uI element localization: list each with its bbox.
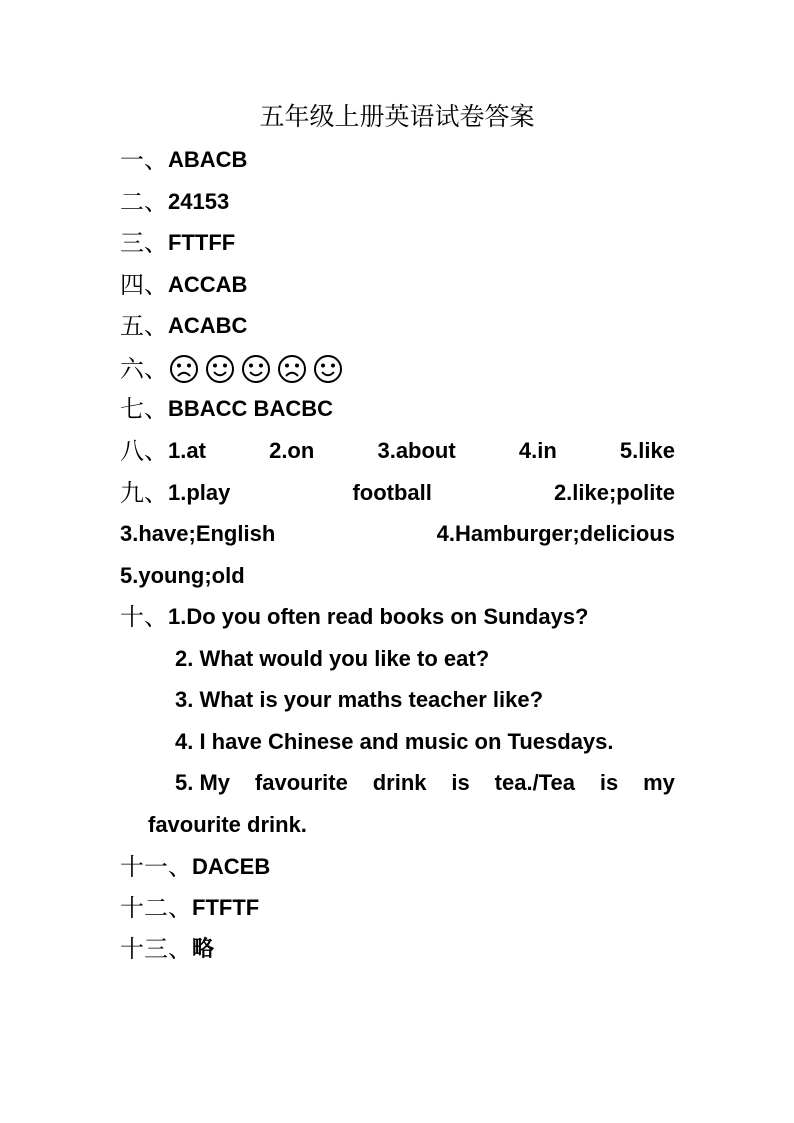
answer-section-9-line-1: [120, 476, 675, 510]
answer-section-10: [120, 600, 589, 634]
smiley-face-icon: [204, 353, 236, 385]
sad-face-icon: [276, 353, 308, 385]
section-number: 十一、: [120, 853, 192, 881]
answer-item: football: [352, 480, 432, 505]
section-answer: ACABC: [168, 313, 248, 338]
sentence-answer: 1.Do you often read books on Sundays?: [168, 604, 589, 629]
section-number: 十三、: [120, 935, 192, 963]
answer-section-4: [120, 268, 247, 302]
word: my: [643, 770, 675, 795]
sentence-answer-5: [175, 766, 675, 800]
answer-section-2: [120, 185, 229, 219]
section-number: 十、: [120, 603, 168, 631]
section-number: 七、: [120, 395, 168, 423]
sentence-answer: 3. What is your maths teacher like?: [175, 687, 544, 712]
word: 5. My: [175, 770, 231, 795]
sentence-answer-continuation: favourite drink.: [148, 812, 307, 837]
answer-item: 5.like: [619, 438, 675, 463]
answer-item: 3.about: [377, 438, 456, 463]
section-answer: 略: [192, 936, 215, 961]
answer-section-11: [120, 850, 270, 884]
answer-section-13: [120, 932, 214, 966]
word: tea./Tea: [494, 770, 575, 795]
word: is: [451, 770, 470, 795]
section-number: 五、: [120, 312, 168, 340]
answer-section-9-line-3: [120, 559, 245, 593]
answer-section-7: [120, 392, 333, 426]
answer-item: 5.young;old: [120, 563, 245, 588]
section-number: 三、: [120, 229, 168, 257]
word: favourite: [254, 770, 348, 795]
answer-item: 2.like;polite: [553, 480, 675, 505]
answer-section-9-line-2: [120, 517, 675, 551]
section-answer: ABACB: [168, 147, 248, 172]
answer-section-6: [120, 352, 344, 386]
answer-item: 1.play: [168, 480, 231, 505]
section-number: 八、: [120, 437, 168, 465]
answer-item: 4.in: [518, 438, 557, 463]
word: drink: [372, 770, 427, 795]
section-answer: FTTFF: [168, 230, 236, 255]
section-answer: DACEB: [192, 854, 271, 879]
sentence-answer: 2. What would you like to eat?: [175, 646, 490, 671]
section-number: 十二、: [120, 894, 192, 922]
section-number: 九、: [120, 479, 168, 507]
answer-section-3: [120, 226, 235, 260]
answer-section-8: [120, 434, 675, 468]
answer-section-12: [120, 891, 259, 925]
answer-item: 2.on: [269, 438, 315, 463]
section-number: 六、: [120, 355, 168, 383]
answer-item: 4.Hamburger;delicious: [436, 521, 675, 546]
section-answer: ACCAB: [168, 272, 248, 297]
answer-item: 3.have;English: [120, 521, 276, 546]
answer-section-5: [120, 309, 247, 343]
section-number: 四、: [120, 271, 168, 299]
smiley-face-icon: [240, 353, 272, 385]
answer-item: 1.at: [168, 438, 206, 463]
section-answer: FTFTF: [192, 895, 260, 920]
answer-section-1: [120, 143, 247, 177]
page-title: 五年级上册英语试卷答案: [259, 102, 535, 131]
word: is: [599, 770, 619, 795]
smiley-face-icon: [312, 353, 344, 385]
section-number: 一、: [120, 146, 168, 174]
section-number: 二、: [120, 188, 168, 216]
section-answer: 24153: [168, 189, 230, 214]
faces-row: [168, 352, 344, 386]
section-answer: BBACC BACBC: [168, 396, 333, 421]
sad-face-icon: [168, 353, 200, 385]
sentence-answer: 4. I have Chinese and music on Tuesdays.: [175, 729, 614, 754]
